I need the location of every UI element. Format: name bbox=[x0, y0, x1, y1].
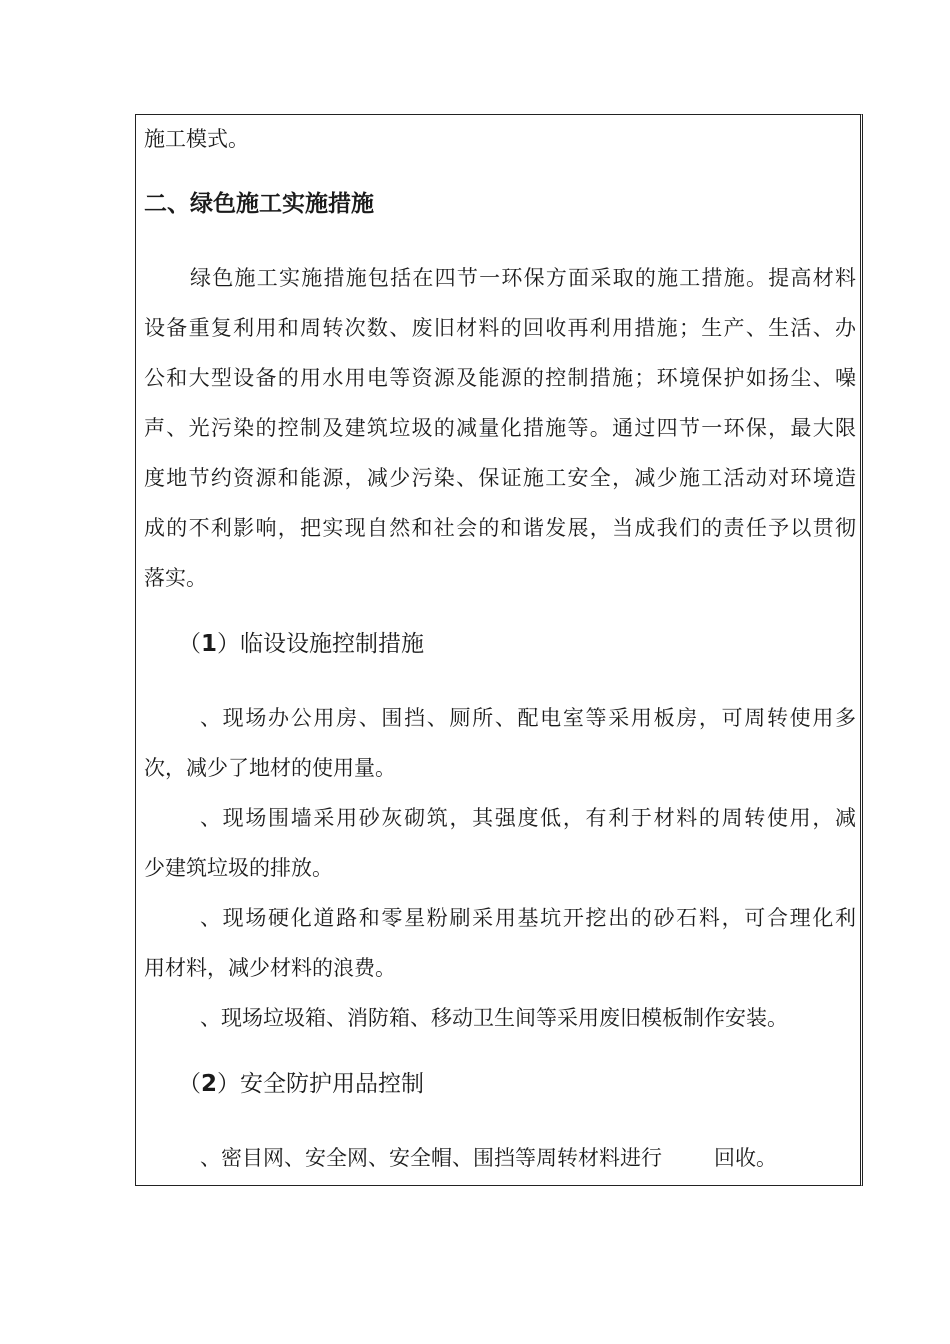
paragraph-line: 落实。 bbox=[144, 566, 207, 590]
subsection-number-close: ） bbox=[217, 1071, 241, 1097]
list-item-text: 、密目网、安全网、安全帽、围挡等周转材料进行 bbox=[200, 1146, 662, 1170]
subsection-number-open: （ bbox=[178, 1071, 201, 1097]
paragraph-line: 声、光污染的控制及建筑垃圾的减量化措施等。通过四节一环保，最大限 bbox=[144, 416, 856, 440]
list-item: 、现场围墙采用砂灰砌筑，其强度低，有利于材料的周转使用，减 bbox=[200, 806, 856, 830]
subsection-heading-2 bbox=[178, 1072, 424, 1096]
list-item-continuation: 次，减少了地材的使用量。 bbox=[144, 756, 396, 780]
list-item bbox=[144, 1146, 777, 1170]
subsection-number-open: （ bbox=[178, 631, 201, 657]
list-item: 、现场硬化道路和零星粉刷采用基坑开挖出的砂石料，可合理化利 bbox=[200, 906, 856, 930]
subsection-heading-1 bbox=[178, 632, 424, 656]
subsection-number: 1 bbox=[201, 631, 218, 657]
list-item-continuation: 少建筑垃圾的排放。 bbox=[144, 856, 333, 880]
paragraph-line: 度地节约资源和能源，减少污染、保证施工安全，减少施工活动对环境造 bbox=[144, 466, 856, 490]
subsection-title: 临设设施控制措施 bbox=[240, 631, 425, 657]
paragraph-tail: 施工模式。 bbox=[144, 127, 249, 151]
paragraph-line: 成的不利影响，把实现自然和社会的和谐发展，当成我们的责任予以贯彻 bbox=[144, 516, 856, 540]
list-item-continuation: 用材料，减少材料的浪费。 bbox=[144, 956, 396, 980]
list-item-text-end: 回收。 bbox=[714, 1146, 777, 1170]
list-item: 、现场垃圾箱、消防箱、移动卫生间等采用废旧模板制作安装。 bbox=[200, 1006, 788, 1030]
subsection-number: 2 bbox=[201, 1071, 218, 1097]
subsection-title: 安全防护用品控制 bbox=[240, 1071, 425, 1097]
subsection-number-close: ） bbox=[217, 631, 241, 657]
list-item: 、现场办公用房、围挡、厕所、配电室等采用板房，可周转使用多 bbox=[200, 706, 856, 730]
paragraph-line: 公和大型设备的用水用电等资源及能源的控制措施；环境保护如扬尘、噪 bbox=[144, 366, 856, 390]
paragraph-line: 绿色施工实施措施包括在四节一环保方面采取的施工措施。提高材料 bbox=[190, 266, 856, 290]
paragraph-line: 设备重复利用和周转次数、废旧材料的回收再利用措施；生产、生活、办 bbox=[144, 316, 856, 340]
section-heading: 二、绿色施工实施措施 bbox=[144, 191, 374, 217]
